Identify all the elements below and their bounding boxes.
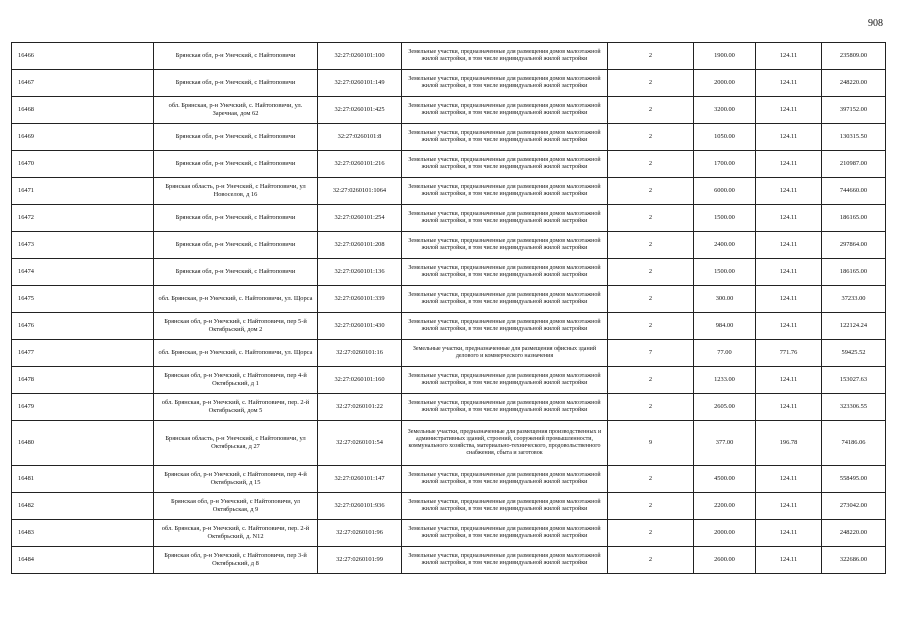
table-row [12, 97, 886, 124]
address-cell: Брянская обл, р-н Унечский, с Найтоповичи [154, 205, 318, 232]
area-cell: 1500.00 [694, 205, 756, 232]
cadastral-value-cell: 37233.00 [822, 286, 886, 313]
table-row [12, 286, 886, 313]
table-row [12, 313, 886, 340]
cadastral-value-cell: 59425.52 [822, 340, 886, 367]
table-row [12, 205, 886, 232]
cadastral-value-cell: 744660.00 [822, 178, 886, 205]
land-use-purpose-cell: Земельные участки, предназначенные для размещения домов малоэтажной жилой застройки, в том числе индивидуальной жилой застройки [402, 124, 608, 151]
land-use-purpose-cell: Земельные участки, предназначенные для размещения домов малоэтажной жилой застройки, в том числе индивидуальной жилой застройки [402, 97, 608, 124]
specific-value-cell: 124.11 [756, 547, 822, 574]
record-number-cell: 16470 [12, 151, 154, 178]
cadastral-number-cell: 32:27:0260101:8 [318, 124, 402, 151]
specific-value-cell: 124.11 [756, 205, 822, 232]
land-use-purpose-cell: Земельные участки, предназначенные для размещения домов малоэтажной жилой застройки, в том числе индивидуальной жилой застройки [402, 205, 608, 232]
cadastral-value-cell: 186165.00 [822, 205, 886, 232]
use-group-cell: 2 [608, 205, 694, 232]
use-group-cell: 2 [608, 178, 694, 205]
specific-value-cell: 124.11 [756, 124, 822, 151]
area-cell: 300.00 [694, 286, 756, 313]
land-use-purpose-cell: Земельные участки, предназначенные для размещения домов малоэтажной жилой застройки, в том числе индивидуальной жилой застройки [402, 394, 608, 421]
cadastral-number-cell: 32:27:0260101:936 [318, 493, 402, 520]
table-row [12, 259, 886, 286]
record-number-cell: 16481 [12, 466, 154, 493]
use-group-cell: 2 [608, 394, 694, 421]
table-row [12, 547, 886, 574]
address-cell: Брянская область, р-н Унечский, с Найтоповичи, ул Новоселов, д 16 [154, 178, 318, 205]
cadastral-value-cell: 235809.00 [822, 43, 886, 70]
land-use-purpose-cell: Земельные участки, предназначенные для размещения домов малоэтажной жилой застройки, в том числе индивидуальной жилой застройки [402, 367, 608, 394]
record-number-cell: 16479 [12, 394, 154, 421]
use-group-cell: 2 [608, 520, 694, 547]
cadastral-number-cell: 32:27:0260101:54 [318, 421, 402, 466]
use-group-cell: 2 [608, 70, 694, 97]
cadastral-value-cell: 323306.55 [822, 394, 886, 421]
land-use-purpose-cell: Земельные участки, предназначенные для размещения домов малоэтажной жилой застройки, в том числе индивидуальной жилой застройки [402, 178, 608, 205]
specific-value-cell: 124.11 [756, 232, 822, 259]
area-cell: 1900.00 [694, 43, 756, 70]
table-row [12, 367, 886, 394]
record-number-cell: 16484 [12, 547, 154, 574]
cadastral-number-cell: 32:27:0260101:22 [318, 394, 402, 421]
cadastral-number-cell: 32:27:0260101:96 [318, 520, 402, 547]
table-row [12, 340, 886, 367]
cadastral-number-cell: 32:27:0260101:99 [318, 547, 402, 574]
land-use-purpose-cell: Земельные участки, предназначенные для размещения домов малоэтажной жилой застройки, в том числе индивидуальной жилой застройки [402, 70, 608, 97]
table-row [12, 421, 886, 466]
address-cell: Брянская обл, р-н Унечский, с Найтоповичи, пер 3-й Октябрьский, д 8 [154, 547, 318, 574]
record-number-cell: 16478 [12, 367, 154, 394]
address-cell: Брянская обл, р-н Унечский, с Найтоповичи [154, 124, 318, 151]
record-number-cell: 16473 [12, 232, 154, 259]
use-group-cell: 2 [608, 466, 694, 493]
cadastral-number-cell: 32:27:0260101:208 [318, 232, 402, 259]
area-cell: 2200.00 [694, 493, 756, 520]
table-row [12, 466, 886, 493]
address-cell: Брянская обл, р-н Унечский, с Найтоповичи [154, 232, 318, 259]
area-cell: 2600.00 [694, 547, 756, 574]
land-use-purpose-cell: Земельные участки, предназначенные для размещения домов малоэтажной жилой застройки, в том числе индивидуальной жилой застройки [402, 151, 608, 178]
cadastral-value-cell: 122124.24 [822, 313, 886, 340]
cadastral-number-cell: 32:27:0260101:100 [318, 43, 402, 70]
cadastral-value-cell: 558495.00 [822, 466, 886, 493]
table-row [12, 520, 886, 547]
cadastral-value-cell: 297864.00 [822, 232, 886, 259]
address-cell: обл. Брянская, р-н Унечский, с. Найтоповичи, ул. Щорса [154, 286, 318, 313]
cadastral-value-cell: 74186.06 [822, 421, 886, 466]
cadastral-number-cell: 32:27:0260101:1064 [318, 178, 402, 205]
cadastral-number-cell: 32:27:0260101:16 [318, 340, 402, 367]
cadastral-number-cell: 32:27:0260101:254 [318, 205, 402, 232]
specific-value-cell: 124.11 [756, 178, 822, 205]
specific-value-cell: 124.11 [756, 43, 822, 70]
specific-value-cell: 124.11 [756, 466, 822, 493]
specific-value-cell: 124.11 [756, 367, 822, 394]
use-group-cell: 2 [608, 367, 694, 394]
cadastre-table [11, 42, 886, 574]
specific-value-cell: 124.11 [756, 520, 822, 547]
table-row [12, 151, 886, 178]
address-cell: Брянская обл, р-н Унечский, с Найтоповичи, пер 4-й Октябрьский, д 1 [154, 367, 318, 394]
address-cell: обл. Брянская, р-н Унечский, с. Найтоповичи, ул. Щорса [154, 340, 318, 367]
specific-value-cell: 124.11 [756, 286, 822, 313]
table-row [12, 124, 886, 151]
cadastral-value-cell: 248220.00 [822, 520, 886, 547]
record-number-cell: 16475 [12, 286, 154, 313]
land-use-purpose-cell: Земельные участки, предназначенные для размещения производственных и административных зданий, строений, сооружений промышленности, коммунального хозяйства, материально-технического, продовольственного снабжения, сбыта и заготовок [402, 421, 608, 466]
specific-value-cell: 124.11 [756, 259, 822, 286]
land-use-purpose-cell: Земельные участки, предназначенные для размещения домов малоэтажной жилой застройки, в том числе индивидуальной жилой застройки [402, 232, 608, 259]
land-use-purpose-cell: Земельные участки, предназначенные для размещения домов малоэтажной жилой застройки, в том числе индивидуальной жилой застройки [402, 286, 608, 313]
area-cell: 2605.00 [694, 394, 756, 421]
table-row [12, 232, 886, 259]
cadastral-value-cell: 397152.00 [822, 97, 886, 124]
record-number-cell: 16477 [12, 340, 154, 367]
use-group-cell: 2 [608, 232, 694, 259]
table-row [12, 394, 886, 421]
page-number: 908 [868, 18, 883, 29]
table-row [12, 43, 886, 70]
land-use-purpose-cell: Земельные участки, предназначенные для размещения домов малоэтажной жилой застройки, в том числе индивидуальной жилой застройки [402, 520, 608, 547]
use-group-cell: 2 [608, 493, 694, 520]
address-cell: обл. Брянская, р-н Унечский, с. Найтоповичи, пер. 2-й Октябрьский, дом 5 [154, 394, 318, 421]
specific-value-cell: 124.11 [756, 70, 822, 97]
record-number-cell: 16468 [12, 97, 154, 124]
cadastral-number-cell: 32:27:0260101:216 [318, 151, 402, 178]
table-row [12, 70, 886, 97]
use-group-cell: 2 [608, 151, 694, 178]
table-row [12, 178, 886, 205]
record-number-cell: 16480 [12, 421, 154, 466]
specific-value-cell: 124.11 [756, 151, 822, 178]
specific-value-cell: 771.76 [756, 340, 822, 367]
record-number-cell: 16476 [12, 313, 154, 340]
cadastral-value-cell: 130315.50 [822, 124, 886, 151]
address-cell: Брянская обл, р-н Унечский, с Найтоповичи, ул Октябрьская, д 9 [154, 493, 318, 520]
cadastral-value-cell: 322686.00 [822, 547, 886, 574]
use-group-cell: 2 [608, 547, 694, 574]
table-body [12, 43, 886, 574]
land-use-purpose-cell: Земельные участки, предназначенные для размещения домов малоэтажной жилой застройки, в том числе индивидуальной жилой застройки [402, 259, 608, 286]
record-number-cell: 16474 [12, 259, 154, 286]
record-number-cell: 16466 [12, 43, 154, 70]
record-number-cell: 16467 [12, 70, 154, 97]
area-cell: 2400.00 [694, 232, 756, 259]
land-use-purpose-cell: Земельные участки, предназначенные для размещения офисных зданий делового и коммерческого назначения [402, 340, 608, 367]
area-cell: 377.00 [694, 421, 756, 466]
specific-value-cell: 124.11 [756, 493, 822, 520]
cadastral-number-cell: 32:27:0260101:149 [318, 70, 402, 97]
use-group-cell: 2 [608, 259, 694, 286]
area-cell: 6000.00 [694, 178, 756, 205]
use-group-cell: 2 [608, 313, 694, 340]
area-cell: 984.00 [694, 313, 756, 340]
land-use-purpose-cell: Земельные участки, предназначенные для размещения домов малоэтажной жилой застройки, в том числе индивидуальной жилой застройки [402, 43, 608, 70]
area-cell: 77.00 [694, 340, 756, 367]
area-cell: 1233.00 [694, 367, 756, 394]
record-number-cell: 16472 [12, 205, 154, 232]
address-cell: Брянская обл, р-н Унечский, с Найтоповичи [154, 151, 318, 178]
area-cell: 2000.00 [694, 70, 756, 97]
address-cell: обл. Брянская, р-н Унечский, с. Найтоповичи, ул. Заречная, дом 62 [154, 97, 318, 124]
table-row [12, 493, 886, 520]
address-cell: Брянская обл, р-н Унечский, с Найтоповичи [154, 43, 318, 70]
use-group-cell: 2 [608, 97, 694, 124]
use-group-cell: 2 [608, 124, 694, 151]
area-cell: 4500.00 [694, 466, 756, 493]
specific-value-cell: 196.78 [756, 421, 822, 466]
address-cell: Брянская обл, р-н Унечский, с Найтоповичи [154, 259, 318, 286]
cadastral-number-cell: 32:27:0260101:160 [318, 367, 402, 394]
cadastral-number-cell: 32:27:0260101:430 [318, 313, 402, 340]
address-cell: Брянская обл, р-н Унечский, с Найтоповичи [154, 70, 318, 97]
record-number-cell: 16469 [12, 124, 154, 151]
area-cell: 1700.00 [694, 151, 756, 178]
specific-value-cell: 124.11 [756, 313, 822, 340]
cadastral-number-cell: 32:27:0260101:147 [318, 466, 402, 493]
cadastral-value-cell: 153027.63 [822, 367, 886, 394]
address-cell: Брянская область, р-н Унечский, с Найтоповичи, ул Октябрьская, д 27 [154, 421, 318, 466]
use-group-cell: 7 [608, 340, 694, 367]
record-number-cell: 16482 [12, 493, 154, 520]
address-cell: Брянская обл, р-н Унечский, с Найтоповичи, пер 5-й Октябрьский, дом 2 [154, 313, 318, 340]
specific-value-cell: 124.11 [756, 97, 822, 124]
address-cell: обл. Брянская, р-н Унечский, с. Найтоповичи, пер. 2-й Октябрьский, д. N12 [154, 520, 318, 547]
record-number-cell: 16483 [12, 520, 154, 547]
record-number-cell: 16471 [12, 178, 154, 205]
cadastral-number-cell: 32:27:0260101:425 [318, 97, 402, 124]
address-cell: Брянская обл, р-н Унечский, с Найтоповичи, пер 4-й Октябрьский, д 15 [154, 466, 318, 493]
use-group-cell: 2 [608, 286, 694, 313]
cadastral-value-cell: 273042.00 [822, 493, 886, 520]
use-group-cell: 2 [608, 43, 694, 70]
area-cell: 1050.00 [694, 124, 756, 151]
cadastral-number-cell: 32:27:0260101:339 [318, 286, 402, 313]
land-use-purpose-cell: Земельные участки, предназначенные для размещения домов малоэтажной жилой застройки, в том числе индивидуальной жилой застройки [402, 313, 608, 340]
land-use-purpose-cell: Земельные участки, предназначенные для размещения домов малоэтажной жилой застройки, в том числе индивидуальной жилой застройки [402, 466, 608, 493]
area-cell: 1500.00 [694, 259, 756, 286]
specific-value-cell: 124.11 [756, 394, 822, 421]
land-use-purpose-cell: Земельные участки, предназначенные для размещения домов малоэтажной жилой застройки, в том числе индивидуальной жилой застройки [402, 547, 608, 574]
cadastral-number-cell: 32:27:0260101:136 [318, 259, 402, 286]
cadastral-value-cell: 186165.00 [822, 259, 886, 286]
area-cell: 3200.00 [694, 97, 756, 124]
cadastral-value-cell: 248220.00 [822, 70, 886, 97]
area-cell: 2000.00 [694, 520, 756, 547]
use-group-cell: 9 [608, 421, 694, 466]
land-use-purpose-cell: Земельные участки, предназначенные для размещения домов малоэтажной жилой застройки, в том числе индивидуальной жилой застройки [402, 493, 608, 520]
cadastral-value-cell: 210987.00 [822, 151, 886, 178]
